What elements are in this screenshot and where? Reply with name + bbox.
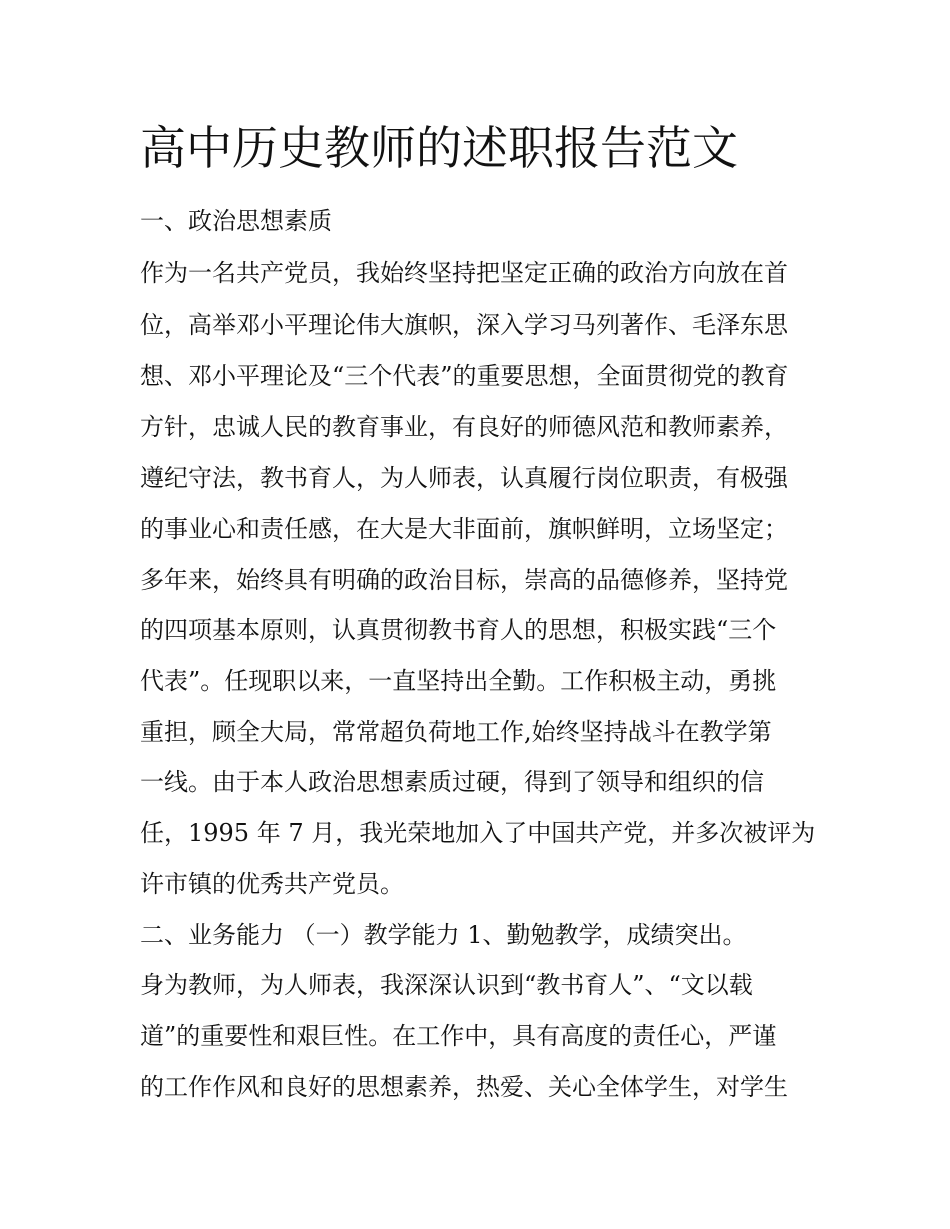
body-line-12: 任，1995 年 7 月，我光荣地加入了中国共产党，并多次被评为 <box>140 819 816 847</box>
body-line-13: 许市镇的优秀共产党员。 <box>140 870 404 898</box>
section-heading-political: 一、政治思想素质 <box>140 207 332 235</box>
body-line-1: 作为一名共产党员，我始终坚持把坚定正确的政治方向放在首 <box>140 259 788 287</box>
body-line-15: 身为教师，为人师表，我深深认识到“教书育人”、“文以载 <box>140 971 753 999</box>
document-title: 高中历史教师的述职报告范文 <box>140 121 738 175</box>
body-line-8: 的四项基本原则，认真贯彻教书育人的思想，积极实践“三个 <box>140 616 777 644</box>
body-line-2: 位，高举邓小平理论伟大旗帜，深入学习马列著作、毛泽东思 <box>140 311 788 339</box>
body-line-11: 一线。由于本人政治思想素质过硬，得到了领导和组织的信 <box>140 768 764 796</box>
body-line-6: 的事业心和责任感，在大是大非面前，旗帜鲜明，立场坚定； <box>140 515 788 543</box>
body-line-16: 道”的重要性和艰巨性。在工作中，具有高度的责任心，严谨 <box>140 1022 777 1050</box>
body-line-5: 遵纪守法，教书育人，为人师表，认真履行岗位职责，有极强 <box>140 464 788 492</box>
body-line-17: 的工作作风和良好的思想素养，热爱、关心全体学生，对学生 <box>140 1073 788 1101</box>
body-line-9: 代表”。任现职以来，一直坚持出全勤。工作积极主动，勇挑 <box>140 667 777 695</box>
body-line-10: 重担，顾全大局，常常超负荷地工作,始终坚持战斗在教学第 <box>140 718 772 746</box>
body-line-3: 想、邓小平理论及“三个代表”的重要思想，全面贯彻党的教育 <box>140 362 789 390</box>
section-heading-business: 二、业务能力 （一）教学能力 1、勤勉教学，成绩突出。 <box>140 921 747 949</box>
body-line-4: 方针，忠诚人民的教育事业，有良好的师德风范和教师素养， <box>140 413 788 441</box>
body-line-7: 多年来，始终具有明确的政治目标，崇高的品德修养，坚持党 <box>140 566 788 594</box>
